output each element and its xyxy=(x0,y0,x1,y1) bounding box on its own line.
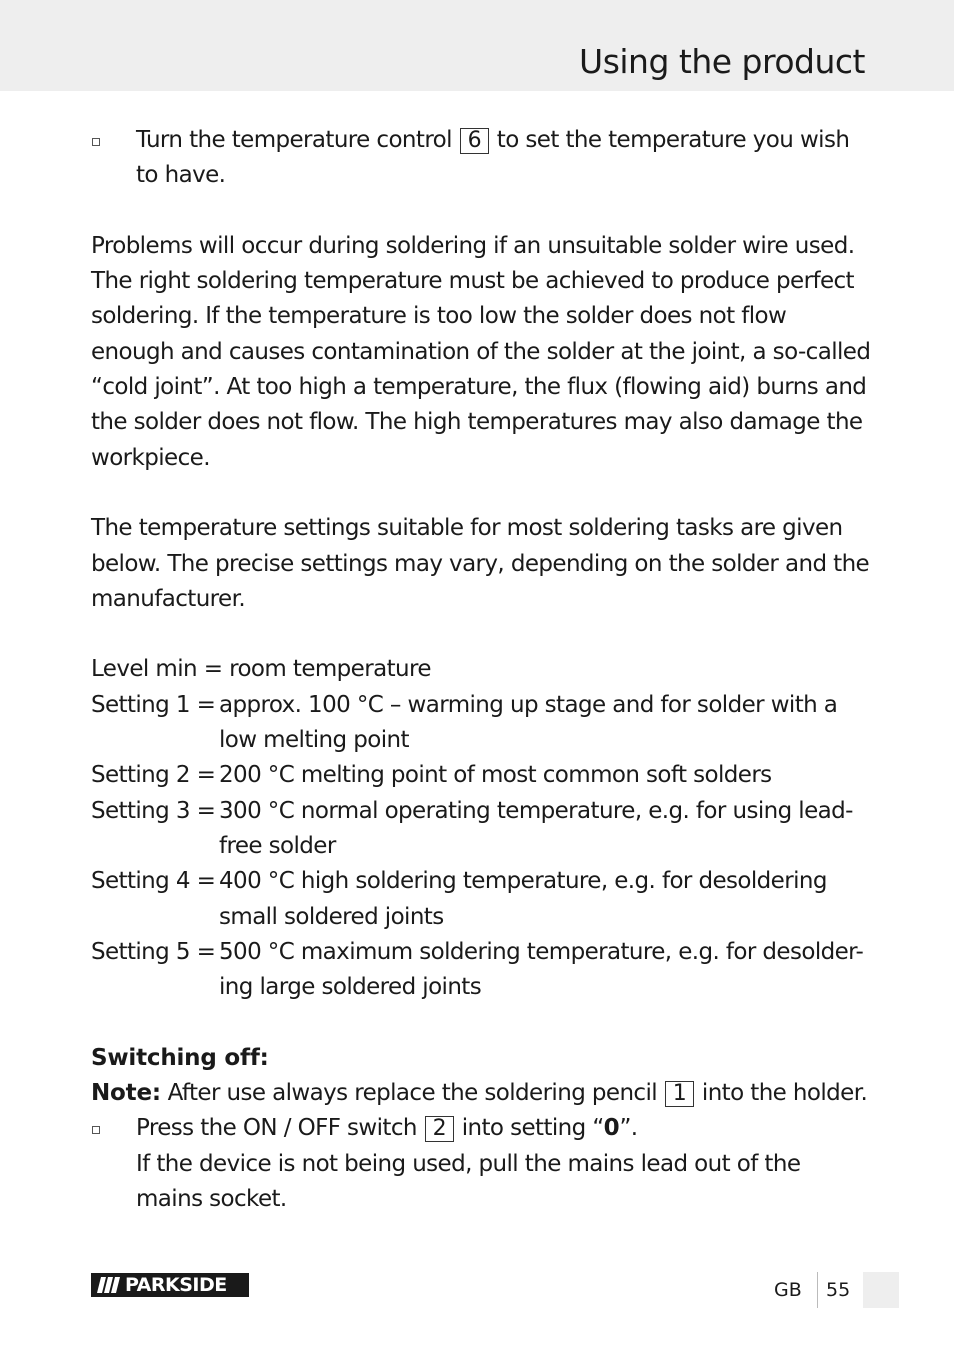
note-label: Note: xyxy=(91,1080,161,1107)
brand-name: PARKSIDE xyxy=(125,1274,227,1296)
part-number-ref: 2 xyxy=(425,1116,454,1142)
country-code: GB xyxy=(774,1279,802,1301)
setting-description: 300 °C normal operating temperature, e.g. for using lead-free solder xyxy=(219,797,853,859)
setting-label: Setting 1 = xyxy=(91,691,216,718)
page-title: Using the product xyxy=(579,42,865,81)
setting-description: 200 °C melting point of most common soft solders xyxy=(219,762,772,789)
note-text: into the holder. xyxy=(701,1080,868,1107)
page-number: 55 xyxy=(826,1279,851,1301)
footer-divider xyxy=(817,1272,818,1308)
setting-value: 0 xyxy=(603,1115,620,1142)
paragraph-settings-intro: The temperature settings suitable for most soldering tasks are given below. The precise settings may vary, depending on the solder and the manufacturer. xyxy=(91,515,870,612)
bullet-text: to set the temperature you wish to have. xyxy=(136,127,850,189)
bullet-text: ”. xyxy=(619,1115,638,1142)
setting-label: Setting 5 = xyxy=(91,938,216,965)
section-heading-switching-off: Switching off: xyxy=(91,1044,269,1071)
checkbox-bullet-icon xyxy=(92,1126,100,1134)
part-number-ref: 1 xyxy=(665,1081,694,1107)
setting-row xyxy=(91,688,871,759)
setting-row xyxy=(91,794,871,865)
bullet-text: Press the ON / OFF switch xyxy=(136,1115,417,1142)
logo-stripes-icon xyxy=(91,1273,125,1297)
footer-tab-marker xyxy=(863,1272,899,1308)
note-line xyxy=(91,1076,871,1111)
bullet-text: Turn the temperature control xyxy=(136,127,452,153)
instruction-bullet xyxy=(91,1111,871,1217)
note-text: After use always replace the soldering pencil xyxy=(167,1080,658,1107)
setting-row xyxy=(91,864,871,935)
setting-row xyxy=(91,935,871,1006)
instruction-bullet xyxy=(91,123,871,194)
setting-label: Setting 2 = xyxy=(91,762,216,789)
setting-label: Setting 4 = xyxy=(91,868,216,895)
page-content xyxy=(91,123,871,1217)
part-number-ref: 6 xyxy=(460,128,489,154)
bullet-text: into setting “ xyxy=(461,1115,604,1142)
setting-description: approx. 100 °C – warming up stage and for solder with a low melting point xyxy=(219,691,838,754)
setting-description: 400 °C high soldering temperature, e.g. for desoldering small soldered joints xyxy=(219,868,827,930)
bullet-text: If the device is not being used, pull the mains lead out of the mains socket. xyxy=(136,1150,801,1212)
setting-description: 500 °C maximum soldering temperature, e.g. for desolder-ing large soldered joints xyxy=(219,938,864,1001)
level-min-line: Level min = room temperature xyxy=(91,656,431,683)
setting-row xyxy=(91,758,871,793)
setting-label: Setting 3 = xyxy=(91,797,216,824)
paragraph-problems: Problems will occur during soldering if an unsuitable solder wire used. The right soldering temperature must be achieved to produce perfect soldering. If the temperature is too low the solder does not flow enough and causes contamination of the solder at the joint, a so-called “cold joint”. At too high a temperature, the flux (flowing aid) burns and the solder does not flow. The high temperatures may also damage the workpiece. xyxy=(91,232,871,471)
parkside-logo xyxy=(91,1273,249,1297)
page-header xyxy=(0,0,954,91)
checkbox-bullet-icon xyxy=(92,138,100,146)
settings-list xyxy=(91,688,871,1006)
